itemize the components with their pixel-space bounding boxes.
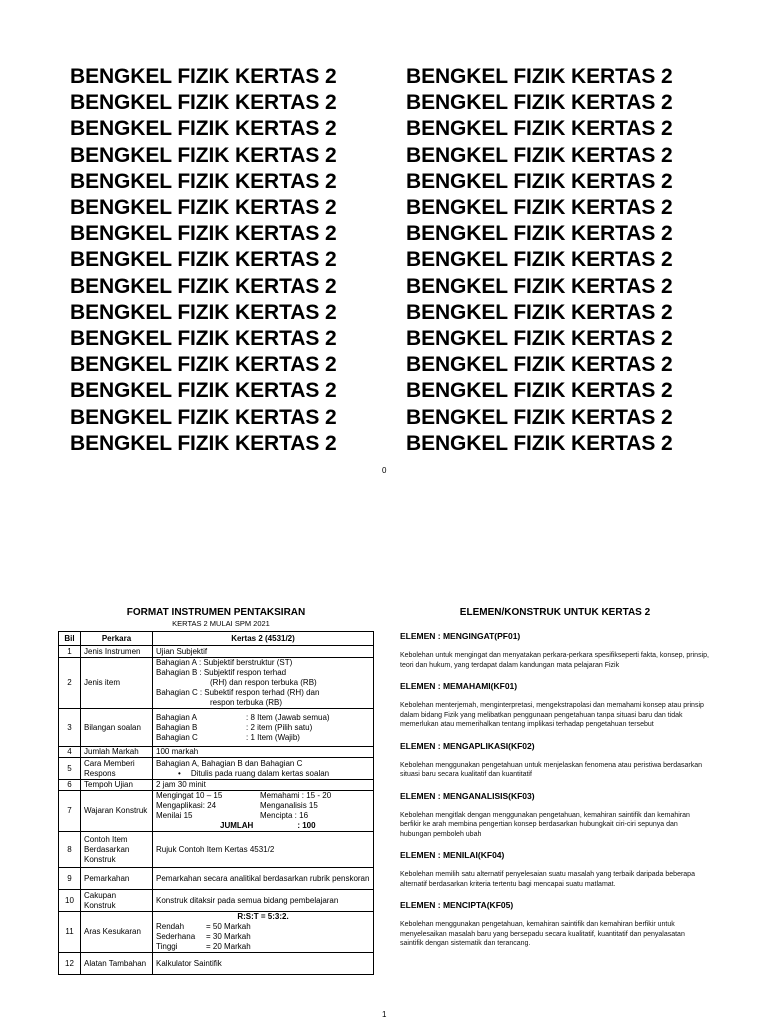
wajaran-line bbox=[156, 811, 370, 821]
cell-perkara: Cakupan Konstruk bbox=[81, 890, 153, 912]
cell-perkara: Wajaran Konstruk bbox=[81, 791, 153, 832]
bahagian-value: : Subjektif respon terhad bbox=[199, 668, 287, 677]
cell-kertas bbox=[153, 658, 374, 709]
elemen-title: ELEMEN/KONSTRUK UNTUK KERTAS 2 bbox=[459, 607, 651, 618]
header-bil: Bil bbox=[59, 632, 81, 646]
cell-bil: 3 bbox=[59, 709, 81, 747]
total-label: JUMLAH bbox=[220, 821, 254, 830]
cell-line: Bahagian A, Bahagian B dan Bahagian C bbox=[156, 758, 303, 768]
table-row bbox=[59, 747, 374, 758]
cell-kertas bbox=[153, 832, 374, 868]
banner-line: BENGKEL FIZIK KERTAS 2 bbox=[406, 222, 673, 246]
table-row bbox=[59, 646, 374, 658]
page-number: 1 bbox=[382, 1010, 387, 1019]
bahagian-line bbox=[156, 658, 370, 668]
elemen-list bbox=[400, 631, 710, 949]
cell-bullet: • Ditulis pada ruang dalam kertas soalan bbox=[156, 769, 370, 779]
cell-kertas bbox=[153, 780, 374, 791]
level-label: Tinggi bbox=[156, 942, 178, 951]
table-row bbox=[59, 658, 374, 709]
bahagian-label: Bahagian A bbox=[156, 658, 197, 667]
table-row bbox=[59, 758, 374, 780]
item-label: Bahagian B bbox=[156, 722, 198, 732]
elemen-description: Kebolehan menterjemah, menginterpretasi, mengekstrapolasi dan memahami konsep atau prinsip dalam bidang Fizik yang melibatkan penggunaan pengetahuan tanpa situasi baru dan tidak memerlukan atau memerihalkan tentang implikasi terhadap pengetahuan tersebut bbox=[400, 702, 704, 728]
banner-line: BENGKEL FIZIK KERTAS 2 bbox=[406, 327, 673, 351]
table-row bbox=[59, 709, 374, 747]
cell-bil: 6 bbox=[59, 780, 81, 791]
elemen-heading: ELEMEN : MENCIPTA(KF05) bbox=[400, 900, 514, 910]
cell-bil: 5 bbox=[59, 758, 81, 780]
bahagian-line bbox=[156, 688, 370, 698]
banner-line: BENGKEL FIZIK KERTAS 2 bbox=[70, 405, 337, 429]
cell-perkara: Contoh Item Berdasarkan Konstruk bbox=[81, 832, 153, 868]
banner-line: BENGKEL FIZIK KERTAS 2 bbox=[70, 327, 337, 351]
item-value: : 1 Item (Wajib) bbox=[246, 732, 300, 742]
cell-kertas bbox=[153, 747, 374, 758]
cell-line: Konstruk ditaksir pada semua bidang pembelajaran bbox=[156, 895, 339, 905]
cell-bil: 4 bbox=[59, 747, 81, 758]
elemen-description: Kebolehan memilih satu alternatif penyelesaian suatu masalah yang terbaik daripada beberapa alternatif berdasarkan kriteria tertentu bagi mencapai suatu matlamat. bbox=[400, 871, 695, 888]
elemen-heading: ELEMEN : MENGAPLIKASI(KF02) bbox=[400, 740, 535, 751]
table-row bbox=[59, 832, 374, 868]
banner-line: BENGKEL FIZIK KERTAS 2 bbox=[406, 300, 673, 324]
banner-line: BENGKEL FIZIK KERTAS 2 bbox=[406, 431, 673, 455]
banner-line: BENGKEL FIZIK KERTAS 2 bbox=[70, 117, 337, 141]
item-value: : 8 Item (Jawab semua) bbox=[246, 712, 330, 722]
elemen-heading: ELEMEN : MENGANALISIS(KF03) bbox=[400, 790, 535, 801]
elemen-heading: ELEMEN : MEMAHAMI(KF01) bbox=[400, 681, 518, 691]
cell-kertas bbox=[153, 758, 374, 780]
item-label: Bahagian C bbox=[156, 732, 198, 742]
format-subtitle: KERTAS 2 MULAI SPM 2021 bbox=[172, 619, 270, 628]
wajaran-left: Menilai 15 bbox=[156, 811, 193, 820]
cell-kertas bbox=[153, 890, 374, 912]
banner-column-left bbox=[70, 64, 337, 457]
cell-line: Kalkulator Saintifik bbox=[156, 958, 222, 968]
cell-line: Rujuk Contoh Item Kertas 4531/2 bbox=[156, 844, 275, 854]
banner-line: BENGKEL FIZIK KERTAS 2 bbox=[70, 431, 337, 455]
banner-line: BENGKEL FIZIK KERTAS 2 bbox=[406, 248, 673, 272]
banner-line: BENGKEL FIZIK KERTAS 2 bbox=[70, 143, 337, 167]
elemen-konstruk-section bbox=[400, 606, 710, 960]
cell-perkara: Jumlah Markah bbox=[81, 747, 153, 758]
bahagian-label: Bahagian C bbox=[156, 688, 198, 697]
level-line bbox=[156, 922, 370, 932]
table-row bbox=[59, 780, 374, 791]
cell-line: 2 jam 30 minit bbox=[156, 780, 206, 789]
table-row bbox=[59, 912, 374, 953]
table-header-row bbox=[59, 632, 374, 646]
banner-line: BENGKEL FIZIK KERTAS 2 bbox=[406, 379, 673, 403]
cell-perkara: Aras Kesukaran bbox=[81, 912, 153, 953]
cell-line: 100 markah bbox=[156, 747, 199, 756]
format-table bbox=[58, 631, 374, 975]
level-label: Rendah bbox=[156, 922, 185, 931]
wajaran-total bbox=[156, 821, 370, 831]
elemen-description: Kebolehan mengitlak dengan menggunakan pengetahuan, kemahiran saintifik dan kemahiran berfikir ke arah membina pengertian konsep berdasarkan hubungkait ciri-ciri sepunya dan hubungan pemboleh ubah bbox=[400, 811, 690, 838]
banner-line: BENGKEL FIZIK KERTAS 2 bbox=[70, 196, 337, 220]
cell-perkara: Pemarkahan bbox=[81, 868, 153, 890]
wajaran-line bbox=[156, 801, 370, 811]
wajaran-left: Mengingat 10 – 15 bbox=[156, 791, 223, 800]
banner-line: BENGKEL FIZIK KERTAS 2 bbox=[70, 169, 337, 193]
banner-line: BENGKEL FIZIK KERTAS 2 bbox=[406, 353, 673, 377]
banner-line: BENGKEL FIZIK KERTAS 2 bbox=[406, 196, 673, 220]
cell-perkara: Jenis Instrumen bbox=[81, 646, 153, 658]
bahagian-line bbox=[156, 668, 370, 678]
table-row bbox=[59, 791, 374, 832]
cell-kertas bbox=[153, 646, 374, 658]
level-line bbox=[156, 942, 370, 952]
level-label: Sederhana bbox=[156, 932, 196, 941]
banner-line: BENGKEL FIZIK KERTAS 2 bbox=[70, 274, 337, 298]
header-kertas: Kertas 2 (4531/2) bbox=[153, 632, 374, 646]
bahagian-value: : Subjektif berstruktur (ST) bbox=[198, 658, 293, 667]
wajaran-right: Mencipta : 16 bbox=[260, 811, 309, 820]
table-row bbox=[59, 890, 374, 912]
level-value: = 50 Markah bbox=[206, 922, 251, 931]
cell-line: Ujian Subjektif bbox=[156, 646, 208, 656]
bahagian-line bbox=[156, 698, 370, 708]
bahagian-value: (RH) dan respon terbuka (RB) bbox=[210, 678, 317, 687]
banner-line: BENGKEL FIZIK KERTAS 2 bbox=[70, 91, 337, 115]
item-line bbox=[156, 723, 370, 733]
cell-bil: 8 bbox=[59, 832, 81, 868]
bahagian-value: : Subektif respon terhad (RH) dan bbox=[199, 688, 320, 697]
cell-kertas bbox=[153, 709, 374, 747]
item-label: Bahagian A bbox=[156, 712, 197, 722]
page-number: 0 bbox=[382, 466, 387, 475]
cell-kertas bbox=[153, 912, 374, 953]
wajaran-left: Mengaplikasi: 24 bbox=[156, 801, 217, 810]
bahagian-label bbox=[156, 678, 210, 688]
banner-line: BENGKEL FIZIK KERTAS 2 bbox=[70, 379, 337, 403]
cell-bil: 1 bbox=[59, 646, 81, 658]
bahagian-label: Bahagian B bbox=[156, 668, 198, 677]
cell-bil: 12 bbox=[59, 953, 81, 975]
banner-column-right bbox=[406, 64, 673, 457]
bahagian-line bbox=[156, 678, 370, 688]
table-row bbox=[59, 953, 374, 975]
cell-bil: 11 bbox=[59, 912, 81, 953]
ratio-line: R:S:T = 5:3:2. bbox=[237, 912, 289, 921]
level-line bbox=[156, 932, 370, 942]
banner-line: BENGKEL FIZIK KERTAS 2 bbox=[406, 65, 673, 88]
cell-perkara: Jenis item bbox=[81, 658, 153, 709]
cell-bil: 9 bbox=[59, 868, 81, 890]
item-line bbox=[156, 733, 370, 743]
item-line bbox=[156, 713, 370, 723]
banner-line: BENGKEL FIZIK KERTAS 2 bbox=[406, 169, 673, 193]
table-row bbox=[59, 868, 374, 890]
wajaran-line bbox=[156, 791, 370, 801]
cell-kertas bbox=[153, 953, 374, 975]
level-value: = 20 Markah bbox=[206, 942, 251, 951]
banner-line: BENGKEL FIZIK KERTAS 2 bbox=[406, 405, 673, 429]
format-instrumen-section bbox=[58, 606, 374, 975]
cell-bil: 7 bbox=[59, 791, 81, 832]
cell-perkara: Tempoh Ujian bbox=[81, 780, 153, 791]
cell-perkara: Bilangan soalan bbox=[81, 709, 153, 747]
banner-line: BENGKEL FIZIK KERTAS 2 bbox=[406, 274, 673, 298]
bahagian-label bbox=[156, 698, 210, 708]
elemen-heading: ELEMEN : MENILAI(KF04) bbox=[400, 850, 505, 860]
cell-kertas bbox=[153, 868, 374, 890]
elemen-description: Kebolehan menggunakan pengetahuan, kemahiran saintifik dan kemahiran berfikir untuk menyelesaikan masalah baru yang bersepadu secara kualitatif, kuantitatif dan penyalasatan saintifik dengan sistematik dan terancang. bbox=[400, 921, 685, 947]
cell-bil: 2 bbox=[59, 658, 81, 709]
level-value: = 30 Markah bbox=[206, 932, 251, 941]
wajaran-right: Menganalisis 15 bbox=[260, 801, 318, 810]
item-value: : 2 item (Pilih satu) bbox=[246, 722, 313, 732]
banner-line: BENGKEL FIZIK KERTAS 2 bbox=[70, 65, 337, 88]
wajaran-right: Memahami : 15 - 20 bbox=[260, 791, 332, 800]
total-value: : 100 bbox=[297, 821, 316, 830]
banner-line: BENGKEL FIZIK KERTAS 2 bbox=[70, 222, 337, 246]
cell-line: Pemarkahan secara analitikal berdasarkan rubrik penskoran bbox=[156, 873, 370, 883]
cell-bil: 10 bbox=[59, 890, 81, 912]
cell-perkara: Alatan Tambahan bbox=[81, 953, 153, 975]
banner-line: BENGKEL FIZIK KERTAS 2 bbox=[70, 353, 337, 377]
cell-perkara: Cara Memberi Respons bbox=[81, 758, 153, 780]
elemen-heading: ELEMEN : MENGINGAT(PF01) bbox=[400, 631, 521, 641]
elemen-description: Kebolehan untuk mengingat dan menyatakan perkara-perkara spesifikseperti fakta, konsep, prinsip, teori dan hukum, yang terdapat dalam kandungan mata pelajaran Fizik bbox=[400, 652, 709, 669]
banner-line: BENGKEL FIZIK KERTAS 2 bbox=[70, 248, 337, 272]
bahagian-value: respon terbuka (RB) bbox=[210, 698, 283, 707]
banner-line: BENGKEL FIZIK KERTAS 2 bbox=[70, 300, 337, 324]
header-perkara: Perkara bbox=[81, 632, 153, 646]
elemen-description: Kebolehan menggunakan pengetahuan untuk menjelaskan fenomena atau peristiwa berdasarkan situasi baru secara kualitatif dan kuantitatif bbox=[400, 761, 702, 778]
cell-kertas bbox=[153, 791, 374, 832]
banner-line: BENGKEL FIZIK KERTAS 2 bbox=[406, 117, 673, 141]
banner-line: BENGKEL FIZIK KERTAS 2 bbox=[406, 91, 673, 115]
banner-line: BENGKEL FIZIK KERTAS 2 bbox=[406, 143, 673, 167]
format-title: FORMAT INSTRUMEN PENTAKSIRAN bbox=[126, 607, 306, 618]
